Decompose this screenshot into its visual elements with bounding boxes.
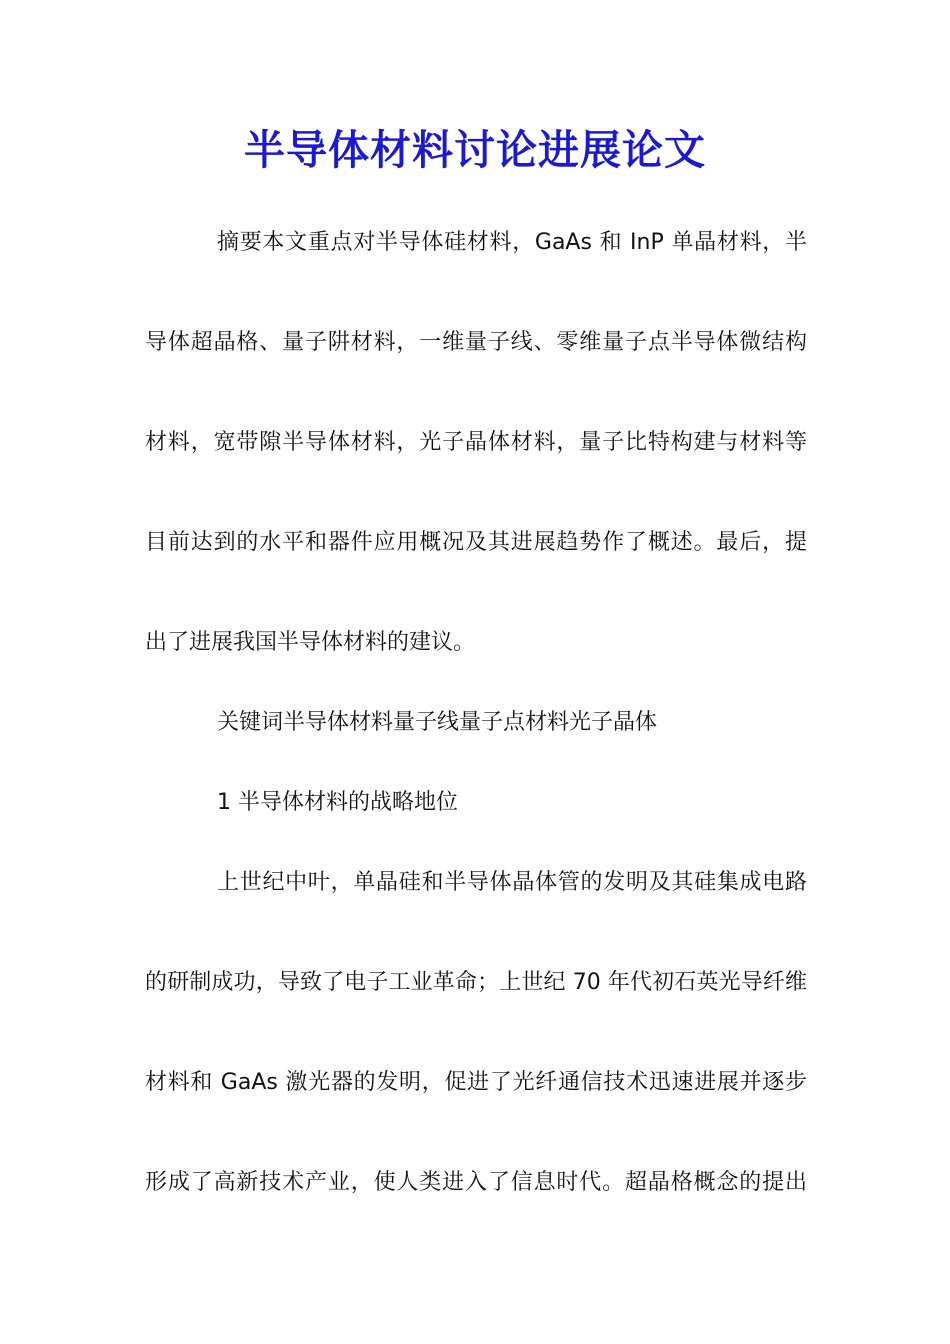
abstract-line-3: 材料，宽带隙半导体材料，光子晶体材料，量子比特构建与材料等: [145, 430, 807, 455]
body-line-3: 材料和 GaAs 激光器的发明，促进了光纤通信技术迅速进展并逐步: [145, 1070, 807, 1095]
body-line-2: 的研制成功，导致了电子工业革命；上世纪 70 年代初石英光导纤维: [145, 970, 807, 995]
abstract-line-5: 出了进展我国半导体材料的建议。: [145, 630, 476, 655]
section-heading: 1 半导体材料的战略地位: [217, 790, 458, 815]
document-title: 半导体材料讨论进展论文: [244, 126, 706, 174]
abstract-line-4: 目前达到的水平和器件应用概况及其进展趋势作了概述。最后，提: [145, 530, 807, 555]
body-line-1: 上世纪中叶，单晶硅和半导体晶体管的发明及其硅集成电路: [217, 870, 807, 895]
body-line-4: 形成了高新技术产业，使人类进入了信息时代。超晶格概念的提出: [145, 1170, 807, 1195]
keywords-line: 关键词半导体材料量子线量子点材料光子晶体: [217, 710, 658, 735]
abstract-line-2: 导体超晶格、量子阱材料，一维量子线、零维量子点半导体微结构: [145, 330, 807, 355]
abstract-line-1: 摘要本文重点对半导体硅材料，GaAs 和 InP 单晶材料，半: [217, 230, 807, 255]
